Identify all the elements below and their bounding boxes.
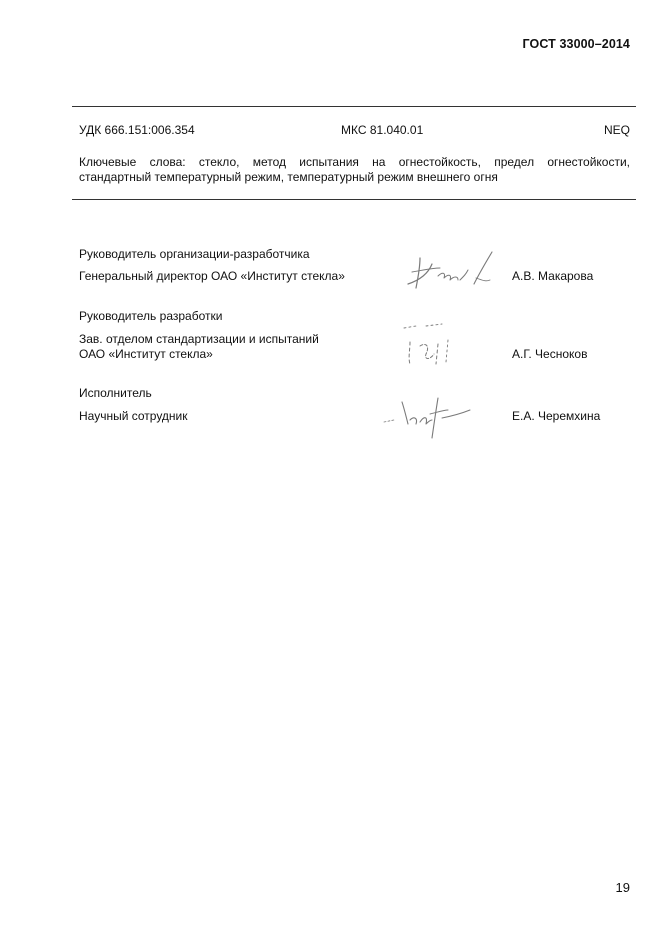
performer-name: Е.А. Черемхина — [512, 409, 601, 423]
signature-chesnokov — [398, 320, 468, 370]
org-head-position: Генеральный директор ОАО «Институт стекла» — [79, 269, 345, 283]
keywords-line-1: Ключевые слова: стекло, метод испытания на огнестойкость, предел огнестойкости, — [79, 155, 630, 169]
signature-cheremkhina — [380, 394, 475, 442]
dev-head-position-line-1: Зав. отделом стандартизации и испытаний — [79, 332, 319, 346]
signature-makarova — [398, 246, 498, 294]
dev-head-role: Руководитель разработки — [79, 309, 223, 323]
equivalence-degree: NEQ — [603, 123, 630, 137]
performer-position: Научный сотрудник — [79, 409, 188, 423]
keywords-line-2: стандартный температурный режим, температурный режим внешнего огня — [79, 170, 498, 184]
dev-head-name: А.Г. Чесноков — [512, 347, 588, 361]
mks-code: МКС 81.040.01 — [341, 123, 424, 137]
bottom-divider — [72, 199, 636, 200]
performer-role: Исполнитель — [79, 386, 152, 400]
classification-row — [79, 123, 630, 139]
standard-number-header: ГОСТ 33000–2014 — [522, 37, 630, 51]
top-divider — [72, 106, 636, 107]
org-head-role: Руководитель организации-разработчика — [79, 247, 310, 261]
keywords-block — [79, 155, 630, 185]
dev-head-position-line-2: ОАО «Институт стекла» — [79, 347, 213, 361]
page-number: 19 — [615, 880, 630, 895]
org-head-name: А.В. Макарова — [512, 269, 594, 283]
udk-code: УДК 666.151:006.354 — [79, 123, 195, 137]
